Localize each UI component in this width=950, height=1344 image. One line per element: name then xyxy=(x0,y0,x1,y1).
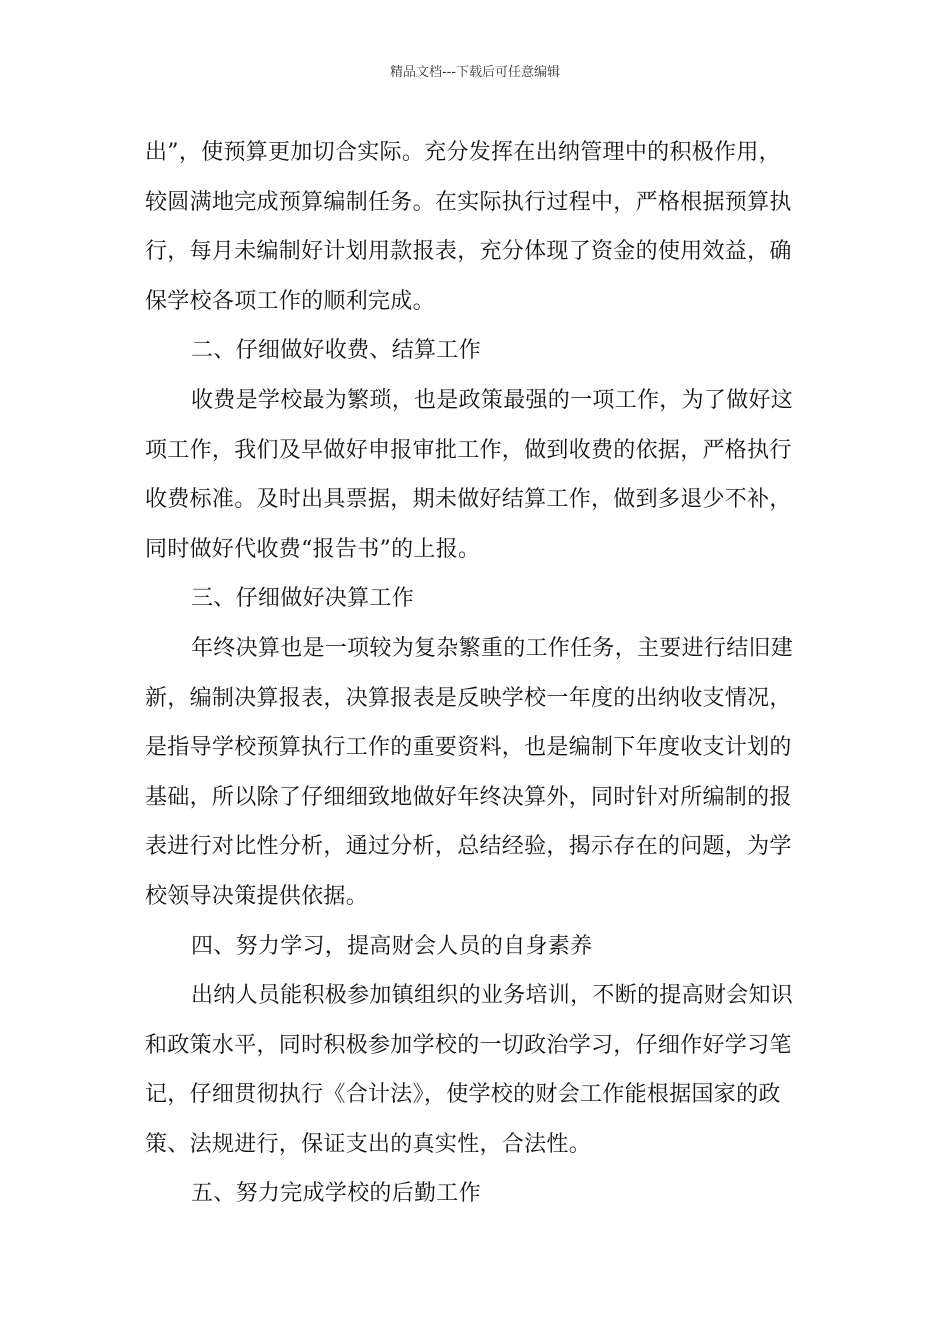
text-line: 项工作，我们及早做好申报审批工作，做到收费的依据，严格执行 xyxy=(145,437,792,463)
text-line: 是指导学校预算执行工作的重要资料，也是编制下年度收支计划的 xyxy=(145,735,792,761)
text-line: 收费标准。及时出具票据，期未做好结算工作，做到多退少不补， xyxy=(145,487,792,513)
text-line: 和政策水平，同时积极参加学校的一切政治学习，仔细作好学习笔 xyxy=(145,1032,792,1058)
text-line: 表进行对比性分析，通过分析，总结经验，揭示存在的问题，为学 xyxy=(145,834,792,860)
text-line: 新，编制决算报表，决算报表是反映学校一年度的出纳收支情况， xyxy=(145,685,792,711)
page-header: 精品文档---下载后可任意编辑 xyxy=(389,65,561,80)
text-line: 行，每月未编制好计划用款报表，充分体现了资金的使用效益，确 xyxy=(145,239,792,265)
section-heading: 三、仔细做好决算工作 xyxy=(191,586,415,612)
document-body xyxy=(145,128,810,1219)
text-line: 较圆满地完成预算编制任务。在实际执行过程中，严格根据预算执 xyxy=(145,189,792,215)
text-line: 保学校各项工作的顺利完成。 xyxy=(145,288,435,314)
section-heading: 五、努力完成学校的后勤工作 xyxy=(191,1181,481,1207)
text-line: 校领导决策提供依据。 xyxy=(145,883,369,909)
text-line: 年终决算也是一项较为复杂繁重的工作任务，主要进行结旧建 xyxy=(191,635,794,661)
text-line: 记，仔细贯彻执行《合计法》，使学校的财会工作能根据国家的政 xyxy=(145,1082,781,1108)
section-heading: 二、仔细做好收费、结算工作 xyxy=(191,338,481,364)
text-line: 出”，使预算更加切合实际。充分发挥在出纳管理中的积极作用， xyxy=(145,140,781,165)
text-line: 同时做好代收费“报告书”的上报。 xyxy=(145,536,481,562)
text-line: 策、法规进行，保证支出的真实性，合法性。 xyxy=(145,1131,592,1157)
section-heading: 四、努力学习，提高财会人员的自身素养 xyxy=(191,933,593,959)
text-line: 基础，所以除了仔细细致地做好年终决算外，同时针对所编制的报 xyxy=(145,784,792,810)
text-line: 出纳人员能积极参加镇组织的业务培训，不断的提高财会知识 xyxy=(191,983,794,1009)
text-line: 收费是学校最为繁琐，也是政策最强的一项工作，为了做好这 xyxy=(191,387,794,413)
